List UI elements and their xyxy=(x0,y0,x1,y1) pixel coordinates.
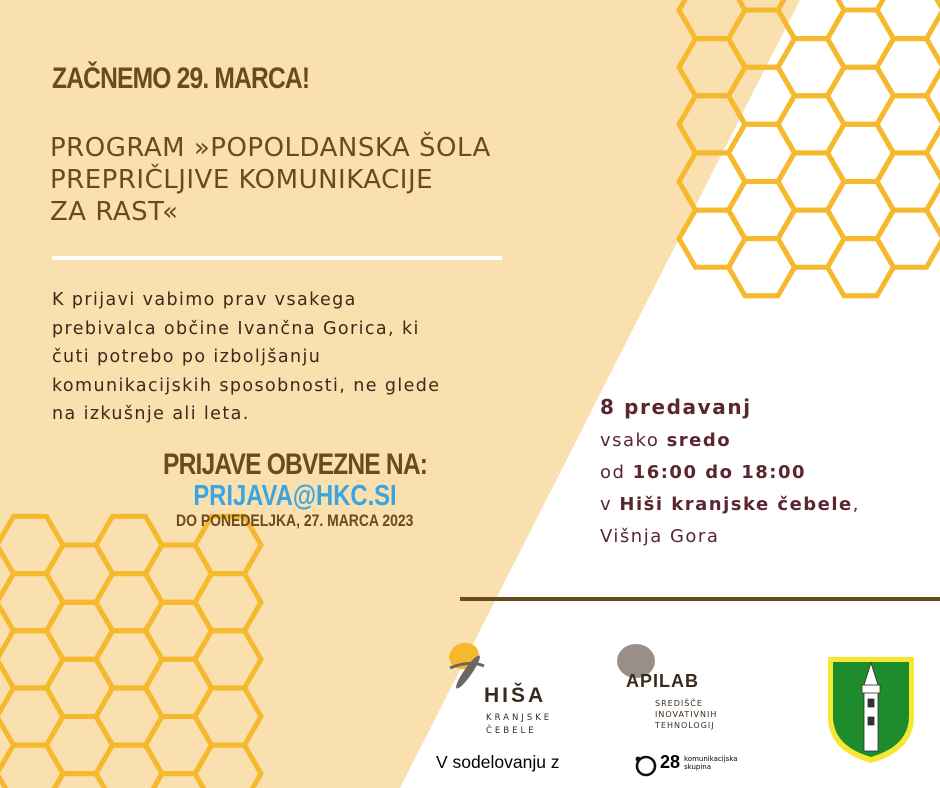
program-title-line: PREPRIČLJIVE KOMUNIKACIJE xyxy=(50,165,434,195)
apilab-sub-line: TEHNOLOGIJ xyxy=(655,721,715,730)
schedule-block xyxy=(600,395,860,553)
signup-block xyxy=(60,449,530,530)
intro-line: čuti potrebo po izboljšanju xyxy=(52,347,322,367)
collaboration-text: V sodelovanju z xyxy=(436,752,560,772)
place-value: Hiši kranjske čebele xyxy=(619,494,853,515)
day-prefix: vsako xyxy=(600,430,667,451)
k28-sub-line: komunikacijska xyxy=(684,755,738,763)
lectures-count: 8 predavanj xyxy=(600,395,752,419)
apilab-logo-subtitle xyxy=(655,698,717,731)
apilab-logo-title: APILAB xyxy=(626,671,699,691)
place-suffix: , xyxy=(852,494,860,515)
intro-line: na izkušnje ali leta. xyxy=(52,404,250,424)
program-title xyxy=(50,132,491,228)
signup-title: PRIJAVE OBVEZNE NA: xyxy=(162,448,428,481)
schedule-time xyxy=(600,457,860,489)
k28-logo-icon xyxy=(634,754,660,778)
schedule-place xyxy=(600,489,860,521)
k28-subtitle xyxy=(684,755,738,771)
signup-deadline: DO PONEDELJKA, 27. MARCA 2023 xyxy=(176,511,414,530)
time-value: 16:00 do 18:00 xyxy=(632,462,807,483)
hisa-sub-line: KRANJSKE xyxy=(486,713,553,723)
municipality-crest-icon xyxy=(826,655,916,765)
signup-email[interactable]: PRIJAVA@HKC.SI xyxy=(193,480,397,512)
headline: ZAČNEMO 29. MARCA! xyxy=(52,62,310,95)
apilab-sub-line: INOVATIVNIH xyxy=(655,710,718,719)
k28-sub-line: skupina xyxy=(684,763,712,771)
program-title-line: ZA RAST« xyxy=(50,197,179,227)
honeycomb-cell xyxy=(877,96,940,153)
honeycomb-cell xyxy=(877,39,940,96)
white-divider xyxy=(52,256,502,260)
schedule-town: Višnja Gora xyxy=(600,526,720,547)
schedule-day xyxy=(600,425,860,457)
place-prefix: v xyxy=(600,494,620,515)
intro-line: K prijavi vabimo prav vsakega xyxy=(52,290,357,310)
hisa-logo-title: HIŠA xyxy=(484,684,547,707)
honeycomb-cell xyxy=(877,153,940,210)
time-prefix: od xyxy=(600,462,633,483)
day-value: sredo xyxy=(666,430,732,451)
k28-number: 28 xyxy=(660,752,681,772)
hisa-sub-line: ČEBELE xyxy=(486,726,537,736)
intro-paragraph xyxy=(52,286,440,429)
hisa-logo-subtitle xyxy=(486,712,552,738)
honeycomb-cell xyxy=(877,0,940,39)
honeycomb-cell xyxy=(877,210,940,267)
apilab-sub-line: SREDIŠČE xyxy=(655,699,703,708)
intro-line: prebivalca občine Ivančna Gorica, ki xyxy=(52,318,420,339)
brown-rule xyxy=(460,597,940,601)
program-title-line: PROGRAM »POPOLDANSKA ŠOLA xyxy=(50,133,491,163)
intro-line: komunikacijskih sposobnosti, ne glede xyxy=(52,375,441,396)
